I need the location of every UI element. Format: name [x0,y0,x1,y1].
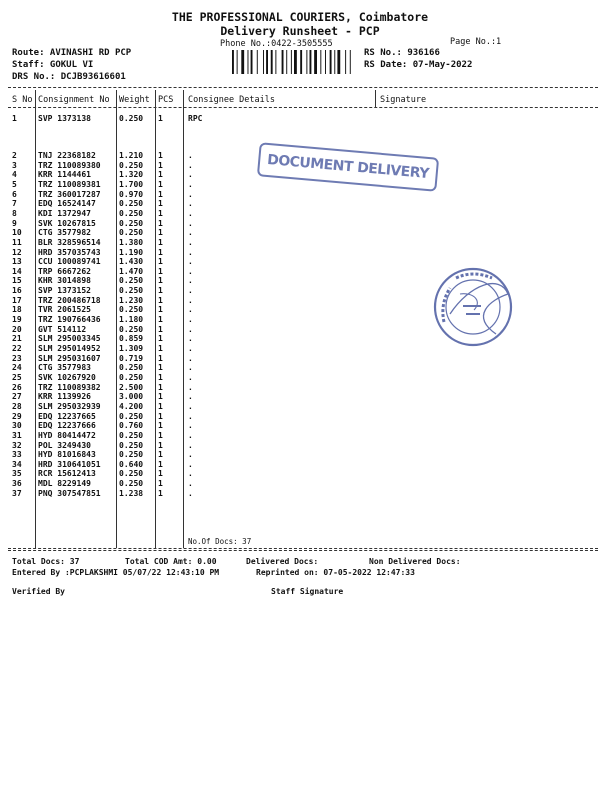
barcode-bar [300,50,302,74]
row-consignee-details: . [188,488,193,498]
row-consignee-details: . [188,257,193,267]
row-consignee-details: . [188,363,193,373]
row-weight: 1.190 [119,247,144,257]
row-sno: 9 [12,218,17,228]
barcode-bar [325,50,326,74]
row-pcs: 1 [158,151,163,160]
row-pcs: 1 [158,170,163,180]
table-bottom-rule-2 [8,550,598,551]
row-weight: 1.210 [119,151,144,160]
row-consignment-no: EDQ 12237666 [38,421,96,431]
table-row [0,450,600,460]
row-consignment-no: CTG 3577982 [38,228,91,238]
table-row [0,219,600,229]
runsheet-subtitle: Delivery Runsheet - PCP [220,24,380,38]
row-consignment-no: RCR 15612413 [38,469,96,479]
row-pcs: 1 [158,421,163,431]
row-sno: 14 [12,266,22,276]
barcode-bar [257,50,258,74]
row-consignee-details: . [188,218,193,228]
row-pcs: 1 [158,363,163,373]
table-row [0,228,600,238]
barcode-bar [291,50,292,74]
table-row [0,199,600,209]
col-divider [375,90,376,108]
row-pcs: 1 [158,450,163,460]
table-row [0,248,600,258]
barcode-bar [237,50,238,74]
row-sno: 19 [12,315,22,325]
table-row [0,489,600,499]
row-weight: 1.430 [119,257,144,267]
row-consignee-details: . [188,266,193,276]
row-consignment-no: SVP 1373138 [38,114,91,123]
row-weight: 2.500 [119,382,144,392]
row-weight: 0.250 [119,469,144,479]
row-pcs: 1 [158,228,163,238]
row-pcs: 1 [158,479,163,489]
row-consignment-no: EDQ 12237665 [38,411,96,421]
row-consignee-details: . [188,286,193,296]
row-consignment-no: SVK 10267920 [38,372,96,382]
row-consignment-no: KDI 1372947 [38,208,91,218]
row-sno: 8 [12,208,17,218]
row-weight: 0.250 [119,276,144,286]
row-consignee-details: . [188,170,193,180]
table-row [0,383,600,393]
row-sno: 7 [12,199,17,209]
row-consignment-no: SLM 295031607 [38,353,101,363]
row-consignment-no: HYD 81016843 [38,450,96,460]
row-consignee-details: . [188,401,193,411]
row-weight: 0.250 [119,324,144,334]
table-row [0,479,600,489]
row-weight: 0.250 [119,440,144,450]
barcode-bar [314,50,317,74]
row-pcs: 1 [158,430,163,440]
row-sno: 11 [12,237,22,247]
row-consignment-no: TVR 2061525 [38,305,91,315]
row-pcs: 1 [158,334,163,344]
col-header-sno: S No [12,95,33,105]
row-pcs: 1 [158,344,163,353]
row-consignee-details: . [188,208,193,218]
table-row [0,114,600,124]
row-sno: 3 [12,160,17,170]
row-consignee-details: . [188,276,193,286]
drs-number: DRS No.: DCJB93616601 [12,72,126,82]
table-row [0,469,600,479]
row-consignee-details: RPC [188,114,203,123]
row-consignment-no: TRZ 190766436 [38,315,101,325]
row-sno: 18 [12,305,22,315]
row-sno: 35 [12,469,22,479]
row-sno: 10 [12,228,22,238]
row-weight: 4.200 [119,401,144,411]
row-consignee-details: . [188,372,193,382]
row-sno: 6 [12,189,17,199]
row-pcs: 1 [158,189,163,199]
row-pcs: 1 [158,411,163,421]
row-weight: 1.380 [119,237,144,247]
row-pcs: 1 [158,237,163,247]
barcode-bar [320,50,321,74]
row-pcs: 1 [158,160,163,170]
row-consignment-no: KRR 1139926 [38,392,91,402]
row-weight: 0.250 [119,160,144,170]
row-weight: 0.250 [119,218,144,228]
row-consignment-no: KHR 3014898 [38,276,91,286]
staff-signature: Staff Signature [271,587,344,596]
barcode-bar [334,50,335,74]
row-weight: 3.000 [119,392,144,402]
barcode-image [232,50,372,74]
row-sno: 32 [12,440,22,450]
non-delivered-docs: Non Delivered Docs: [369,557,461,566]
route-label: Route: AVINASHI RD PCP [12,48,132,58]
row-consignment-no: BLR 328596514 [38,237,101,247]
row-pcs: 1 [158,218,163,228]
row-pcs: 1 [158,179,163,189]
total-docs: Total Docs: 37 [12,557,80,566]
row-sno: 25 [12,372,22,382]
row-consignee-details: . [188,179,193,189]
row-pcs: 1 [158,257,163,267]
barcode-bar [248,50,249,74]
table-row [0,209,600,219]
table-row [0,460,600,470]
no-of-docs: No.Of Docs: 37 [188,537,252,546]
row-consignment-no: POL 3249430 [38,440,91,450]
row-sno: 28 [12,401,22,411]
row-consignment-no: HRD 357035743 [38,247,101,257]
verified-by: Verified By [12,587,65,596]
row-pcs: 1 [158,488,163,498]
table-row [0,190,600,200]
row-sno: 30 [12,421,22,431]
row-sno: 2 [12,151,17,160]
row-consignee-details: . [188,430,193,440]
delivered-docs: Delivered Docs: [246,557,319,566]
barcode-bar [294,50,297,74]
row-consignment-no: CTG 3577983 [38,363,91,373]
row-sno: 23 [12,353,22,363]
row-weight: 1.309 [119,344,144,353]
row-consignee-details: . [188,440,193,450]
row-consignment-no: TRP 6667262 [38,266,91,276]
barcode-bar [310,50,312,74]
row-consignee-details: . [188,315,193,325]
col-header-pcs: PCS [158,95,174,105]
table-row [0,238,600,248]
row-consignment-no: TRZ 110089382 [38,382,101,392]
row-consignment-no: HYD 80414472 [38,430,96,440]
row-weight: 1.470 [119,266,144,276]
row-pcs: 1 [158,276,163,286]
circular-seal-icon [430,264,516,350]
row-weight: 0.250 [119,479,144,489]
barcode-bar [306,50,307,74]
row-consignment-no: SVK 10267815 [38,218,96,228]
table-row [0,392,600,402]
row-consignee-details: . [188,189,193,199]
table-bottom-rule [8,548,598,549]
row-sno: 20 [12,324,22,334]
rs-date: RS Date: 07-May-2022 [364,60,473,70]
row-consignee-details: . [188,459,193,469]
row-sno: 26 [12,382,22,392]
row-pcs: 1 [158,295,163,305]
row-pcs: 1 [158,305,163,315]
row-pcs: 1 [158,199,163,209]
staff-label: Staff: GOKUL VI [12,60,94,70]
row-consignee-details: . [188,450,193,460]
row-consignee-details: . [188,305,193,315]
row-consignment-no: GVT 514112 [38,324,87,334]
row-consignment-no: MDL 8229149 [38,479,91,489]
barcode-bar [350,50,351,74]
row-sno: 36 [12,479,22,489]
barcode-bar [263,50,264,74]
row-consignee-details: . [188,228,193,238]
row-pcs: 1 [158,208,163,218]
row-sno: 37 [12,488,22,498]
table-top-rule [8,87,598,88]
row-weight: 0.250 [119,450,144,460]
page-number: Page No.:1 [450,37,502,47]
row-consignee-details: . [188,344,193,353]
table-row [0,431,600,441]
barcode-bar [275,50,276,74]
row-weight: 0.640 [119,459,144,469]
row-pcs: 1 [158,392,163,402]
barcode-bar [251,50,253,74]
row-pcs: 1 [158,440,163,450]
row-consignee-details: . [188,334,193,344]
row-sno: 34 [12,459,22,469]
row-sno: 12 [12,247,22,257]
total-cod-amount: Total COD Amt: 0.00 [125,557,217,566]
table-row [0,441,600,451]
table-row [0,363,600,373]
row-consignment-no: CCU 100089741 [38,257,101,267]
row-consignment-no: TRZ 200486718 [38,295,101,305]
barcode-bar [232,50,234,74]
row-consignment-no: PNQ 307547851 [38,488,101,498]
table-row [0,402,600,412]
col-header-consignee: Consignee Details [188,95,275,105]
row-weight: 0.760 [119,421,144,431]
rs-number: RS No.: 936166 [364,48,440,58]
row-weight: 0.250 [119,286,144,296]
row-consignee-details: . [188,237,193,247]
row-weight: 0.250 [119,199,144,209]
row-consignment-no: SLM 295003345 [38,334,101,344]
row-weight: 0.250 [119,363,144,373]
row-weight: 1.320 [119,170,144,180]
row-sno: 4 [12,170,17,180]
row-consignee-details: . [188,353,193,363]
reprinted-on: Reprinted on: 07-05-2022 12:47:33 [256,568,415,577]
row-sno: 5 [12,179,17,189]
row-weight: 0.250 [119,208,144,218]
row-consignment-no: TNJ 22368182 [38,151,96,160]
barcode-bar [266,50,268,74]
row-consignee-details: . [188,479,193,489]
barcode-bar [337,50,340,74]
barcode-bar [282,50,284,74]
row-weight: 0.250 [119,430,144,440]
row-weight: 0.719 [119,353,144,363]
table-row [0,421,600,431]
row-consignment-no: SLM 295014952 [38,344,101,353]
row-sno: 16 [12,286,22,296]
table-row [0,180,600,190]
row-pcs: 1 [158,382,163,392]
barcode-bar [241,50,244,74]
entered-by: Entered By :PCPLAKSHMI 05/07/22 12:43:10 PM [12,568,220,577]
row-consignment-no: EDQ 16524147 [38,199,96,209]
row-pcs: 1 [158,114,163,123]
row-pcs: 1 [158,401,163,411]
row-weight: 0.250 [119,228,144,238]
row-sno: 24 [12,363,22,373]
table-row [0,412,600,422]
row-weight: 0.859 [119,334,144,344]
row-consignee-details: . [188,324,193,334]
barcode-bar [271,50,273,74]
row-consignment-no: SLM 295032939 [38,401,101,411]
header-bottom-rule [8,107,598,108]
row-pcs: 1 [158,324,163,334]
table-row [0,354,600,364]
row-sno: 27 [12,392,22,402]
row-consignee-details: . [188,160,193,170]
row-consignment-no: KRR 1144461 [38,170,91,180]
row-weight: 1.180 [119,315,144,325]
row-consignee-details: . [188,151,193,160]
row-consignee-details: . [188,469,193,479]
row-weight: 1.238 [119,488,144,498]
row-consignee-details: . [188,392,193,402]
row-consignee-details: . [188,421,193,431]
row-pcs: 1 [158,247,163,257]
row-sno: 22 [12,344,22,353]
row-consignment-no: TRZ 360017287 [38,189,101,199]
row-weight: 0.250 [119,305,144,315]
row-sno: 31 [12,430,22,440]
row-sno: 13 [12,257,22,267]
company-title: THE PROFESSIONAL COURIERS, Coimbatore [171,10,429,24]
table-row [0,373,600,383]
row-weight: 0.250 [119,372,144,382]
row-pcs: 1 [158,459,163,469]
col-header-consignment: Consignment No [38,95,110,105]
col-header-signature: Signature [380,95,427,105]
row-pcs: 1 [158,315,163,325]
row-pcs: 1 [158,372,163,382]
barcode-bar [345,50,346,74]
col-header-weight: Weight [119,95,150,105]
row-weight: 0.250 [119,114,144,123]
row-consignment-no: TRZ 110089381 [38,179,101,189]
row-consignment-no: SVP 1373152 [38,286,91,296]
barcode-bar [286,50,287,74]
row-sno: 21 [12,334,22,344]
row-consignee-details: . [188,295,193,305]
row-weight: 0.970 [119,189,144,199]
row-consignment-no: TRZ 110089380 [38,160,101,170]
row-sno: 1 [12,114,17,123]
row-consignment-no: HRD 310641051 [38,459,101,469]
row-consignee-details: . [188,247,193,257]
row-pcs: 1 [158,266,163,276]
row-sno: 17 [12,295,22,305]
row-pcs: 1 [158,286,163,296]
row-consignee-details: . [188,411,193,421]
row-sno: 33 [12,450,22,460]
row-consignee-details: . [188,199,193,209]
row-sno: 15 [12,276,22,286]
row-pcs: 1 [158,469,163,479]
row-weight: 0.250 [119,411,144,421]
row-weight: 1.700 [119,179,144,189]
document-delivery-stamp: DOCUMENT DELIVERY [257,142,439,192]
row-sno: 29 [12,411,22,421]
row-consignee-details: . [188,382,193,392]
row-pcs: 1 [158,353,163,363]
row-weight: 1.230 [119,295,144,305]
barcode-bar [330,50,332,74]
phone-number: Phone No.:0422-3505555 [220,39,333,49]
